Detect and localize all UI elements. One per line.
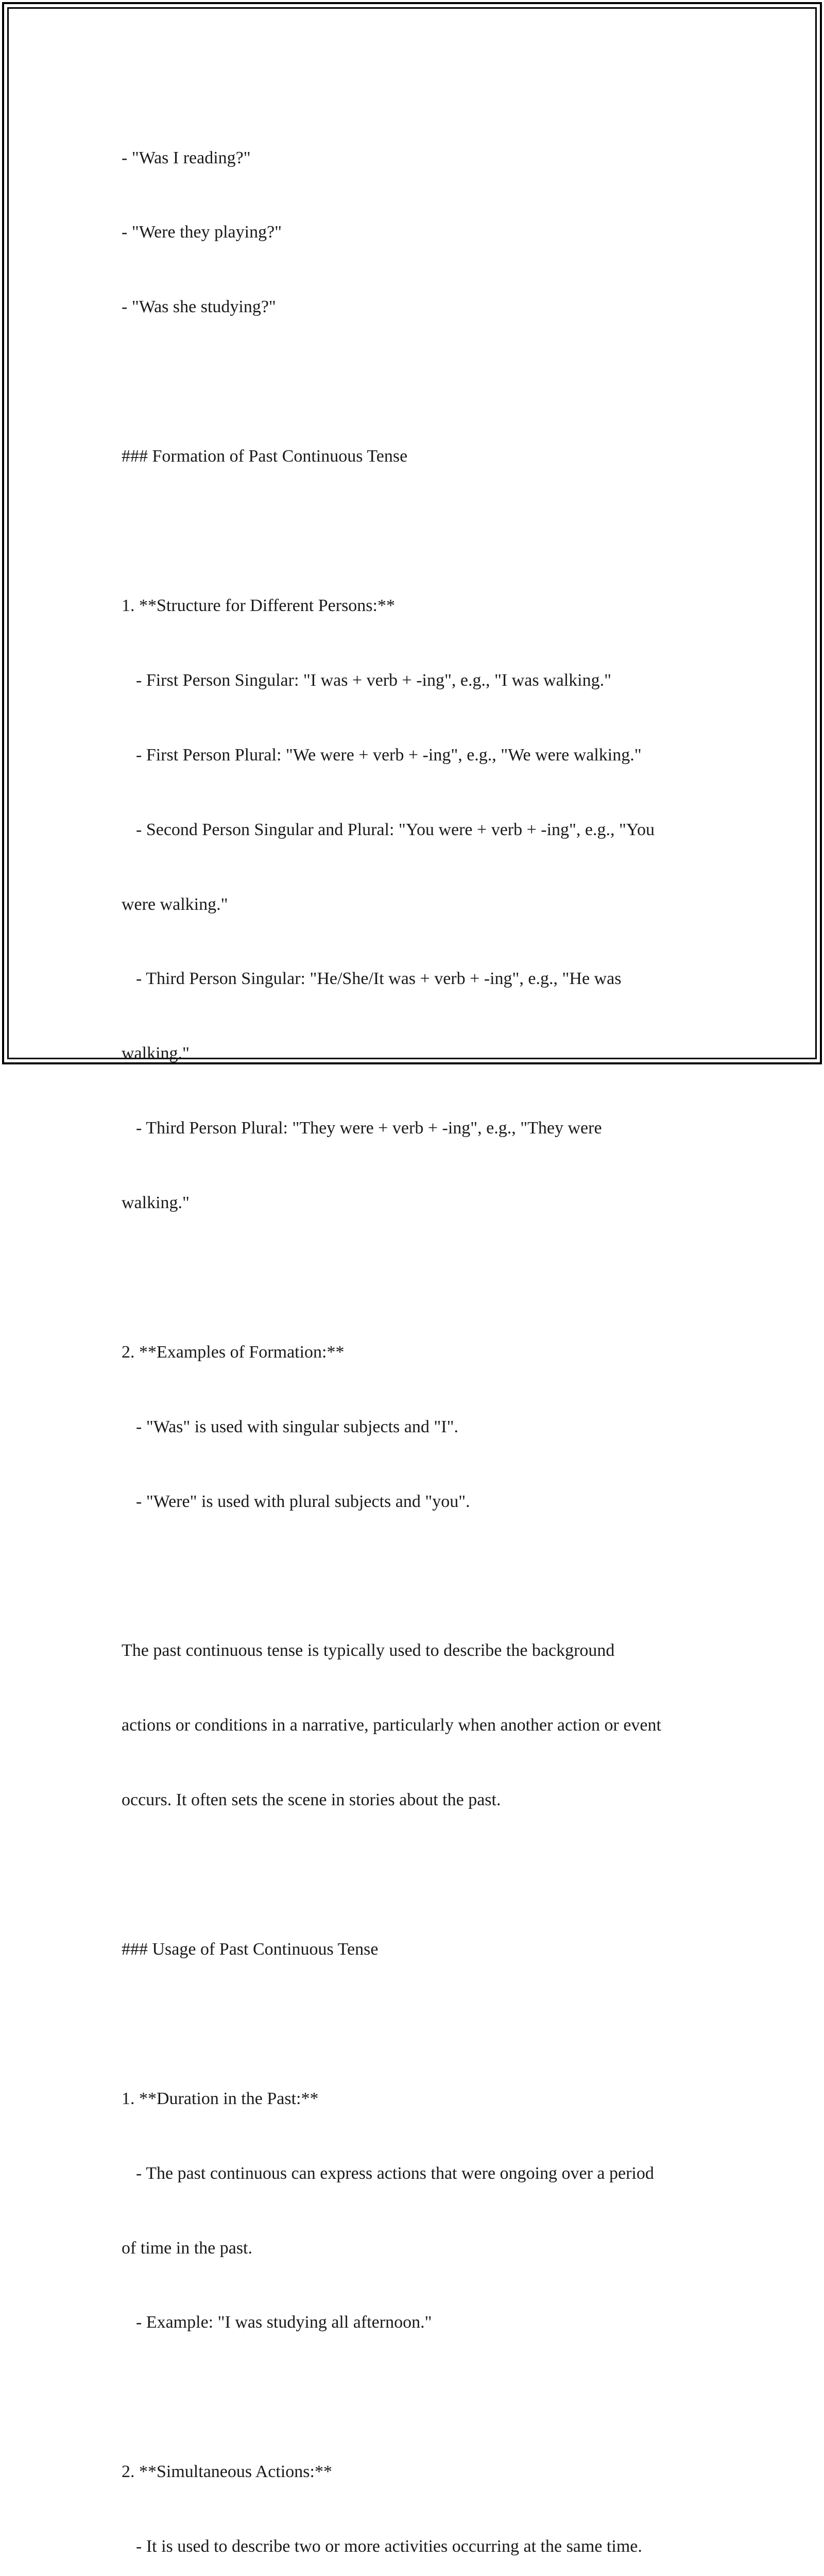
- list-subitem: - First Person Plural: "We were + verb + -ing", e.g., "We were walking.": [136, 745, 642, 765]
- list-subitem: - Second Person Singular and Plural: "You were + verb + -ing", e.g., "You: [136, 820, 655, 839]
- blank-line: [122, 519, 714, 544]
- list-subitem: - Example: "I was studying all afternoon.": [136, 2313, 432, 2332]
- section-heading: ### Formation of Past Continuous Tense: [122, 447, 408, 466]
- blank-line: [122, 369, 714, 394]
- list-subitem: - The past continuous can express actions that were ongoing over a period: [136, 2163, 654, 2183]
- paragraph-line: actions or conditions in a narrative, particularly when another action or event: [122, 1716, 661, 1735]
- list-subitem-continuation: walking.": [122, 1044, 190, 1063]
- section-heading: ### Usage of Past Continuous Tense: [122, 1939, 379, 1959]
- list-item-heading: 2. **Examples of Formation:**: [122, 1342, 345, 1362]
- list-subitem-continuation: were walking.": [122, 894, 228, 914]
- list-item-heading: 2. **Simultaneous Actions:**: [122, 2462, 332, 2482]
- question-example: - "Was she studying?": [122, 297, 276, 317]
- list-item-heading: 1. **Structure for Different Persons:**: [122, 596, 395, 615]
- paragraph-line: The past continuous tense is typically used to describe the background: [122, 1641, 615, 1660]
- list-subitem: - Third Person Singular: "He/She/It was + verb + -ing", e.g., "He was: [136, 969, 622, 989]
- list-subitem: - "Was" is used with singular subjects and "I".: [136, 1417, 458, 1436]
- blank-line: [122, 2012, 714, 2037]
- list-subitem: - It is used to describe two or more activities occurring at the same time.: [136, 2537, 642, 2556]
- list-subitem: - First Person Singular: "I was + verb + -ing", e.g., "I was walking.": [136, 670, 611, 690]
- blank-line: [122, 1862, 714, 1887]
- list-subitem-continuation: of time in the past.: [122, 2238, 253, 2258]
- list-subitem: - "Were" is used with plural subjects and "you".: [136, 1492, 470, 1511]
- document-body: [122, 96, 714, 2576]
- blank-line: [122, 1564, 714, 1589]
- list-subitem: - Third Person Plural: "They were + verb + -ing", e.g., "They were: [136, 1118, 602, 1138]
- blank-line: [122, 2385, 714, 2410]
- blank-line: [122, 1265, 714, 1290]
- paragraph-line: occurs. It often sets the scene in stories about the past.: [122, 1790, 501, 1810]
- list-item-heading: 1. **Duration in the Past:**: [122, 2089, 319, 2108]
- question-example: - "Were they playing?": [122, 223, 282, 242]
- list-subitem-continuation: walking.": [122, 1193, 190, 1213]
- question-example: - "Was I reading?": [122, 148, 251, 167]
